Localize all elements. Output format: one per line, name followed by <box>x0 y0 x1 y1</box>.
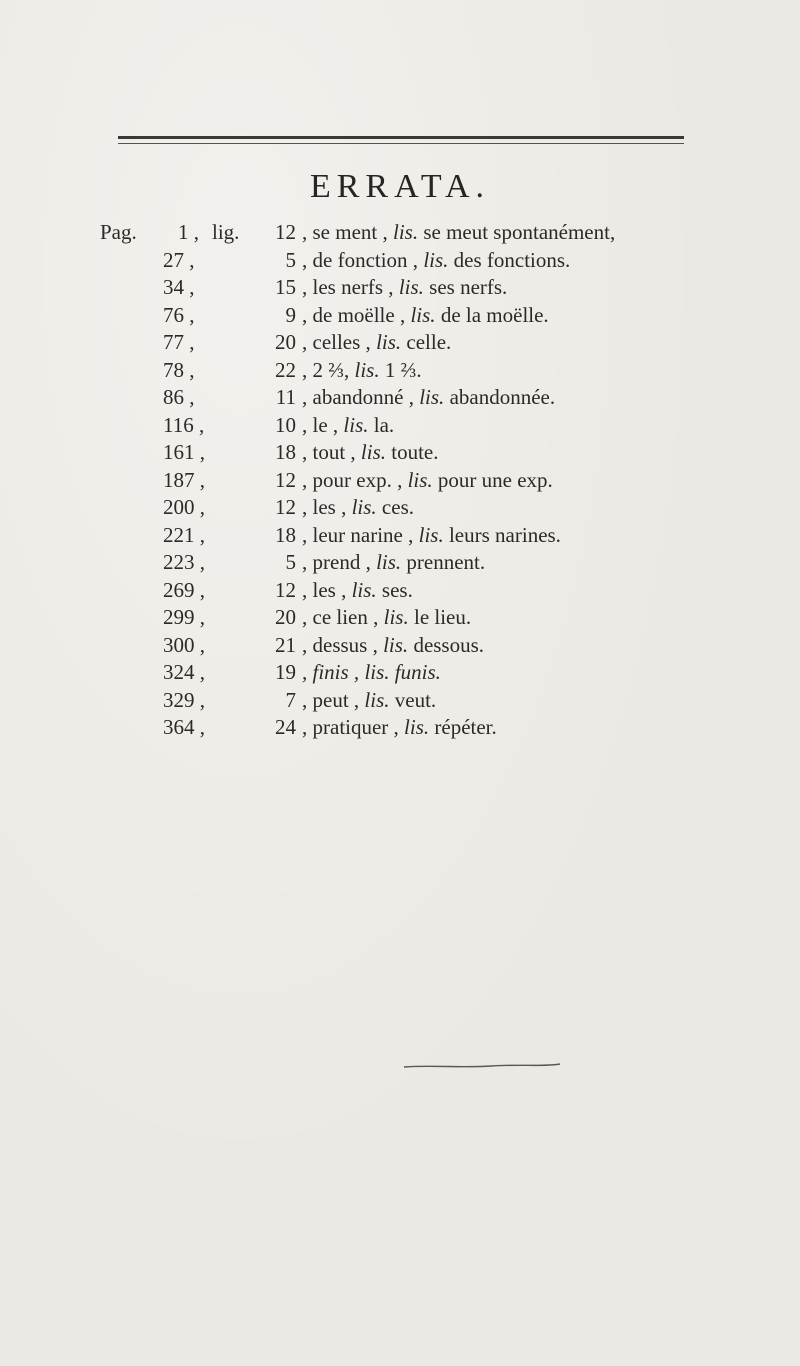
correction-text <box>302 440 439 465</box>
erroneous-text: , peut , <box>302 687 360 712</box>
line-number: 18 <box>275 522 296 547</box>
page-number: 200 , <box>163 495 205 519</box>
errata-row <box>0 688 800 718</box>
line-number: 5 <box>285 550 296 574</box>
errata-row <box>0 220 800 250</box>
page-number: 324 , <box>163 660 205 684</box>
errata-row <box>0 275 800 305</box>
errata-row <box>0 248 800 278</box>
erroneous-text: , finis , <box>302 660 360 684</box>
page-number: 76 , <box>163 302 195 327</box>
correction-text <box>302 633 484 658</box>
line-number: 20 <box>275 605 296 629</box>
lis-label: lis. <box>418 522 444 547</box>
top-rule <box>118 136 684 139</box>
erroneous-text: , celles , <box>302 330 371 354</box>
lis-label: lis. <box>351 495 377 519</box>
errata-row <box>0 385 800 415</box>
erroneous-text: , de fonction , <box>302 247 419 272</box>
page-number: 161 , <box>163 440 205 464</box>
erroneous-text: , le , <box>302 412 339 437</box>
line-number: 20 <box>275 330 296 354</box>
erroneous-text: , ce lien , <box>302 605 379 629</box>
lis-label: lis. <box>343 412 369 437</box>
correction-text <box>302 715 497 740</box>
page-number: 86 , <box>163 385 195 409</box>
line-number: 11 <box>275 385 296 409</box>
lis-label: lis. <box>364 687 390 712</box>
corrected-text: 1 ⅔. <box>384 357 422 382</box>
line-number: 12 <box>275 467 296 492</box>
page-number: 221 , <box>163 522 205 547</box>
errata-row <box>0 660 800 690</box>
page-number: 299 , <box>163 605 205 629</box>
correction-text <box>302 578 413 603</box>
corrected-text: toute. <box>391 440 439 464</box>
pag-label: Pag. <box>100 220 137 244</box>
line-number: 12 <box>275 577 296 602</box>
correction-text <box>302 275 507 300</box>
correction-text <box>302 413 394 438</box>
correction-text <box>302 523 561 548</box>
page-number: 187 , <box>163 467 205 492</box>
correction-text <box>302 495 414 520</box>
correction-text <box>302 468 553 493</box>
errata-row <box>0 605 800 635</box>
correction-text <box>302 248 570 273</box>
correction-text <box>302 385 555 410</box>
page-number: 77 , <box>163 330 195 354</box>
erroneous-text: , les , <box>302 577 347 602</box>
errata-row <box>0 413 800 443</box>
page-number: 269 , <box>163 577 205 602</box>
corrected-text: ses nerfs. <box>429 275 508 299</box>
correction-text <box>302 550 485 575</box>
lis-label: lis. <box>351 577 377 602</box>
corrected-text: pour une exp. <box>437 467 553 492</box>
page-number: 116 , <box>163 412 205 437</box>
erroneous-text: , abandonné , <box>302 385 414 409</box>
lis-label: lis. <box>423 247 449 272</box>
corrected-text: de la moëlle. <box>440 302 549 327</box>
lis-label: lis. <box>404 715 430 739</box>
correction-text <box>302 660 441 685</box>
lis-label: lis. <box>354 357 380 382</box>
lis-label: lis. <box>410 302 436 327</box>
page-number: 329 , <box>163 687 205 712</box>
lig-label: lig. <box>212 220 240 244</box>
top-rule-thin <box>118 143 684 144</box>
lis-label: lis. <box>383 632 409 657</box>
corrected-text: celle. <box>406 330 452 354</box>
ink-flourish <box>402 1062 562 1070</box>
corrected-text: leurs narines. <box>448 522 561 547</box>
erroneous-text: , les nerfs , <box>302 275 394 299</box>
line-number: 7 <box>285 687 296 712</box>
errata-row <box>0 440 800 470</box>
errata-row <box>0 550 800 580</box>
lis-label: lis. <box>419 385 445 409</box>
line-number: 18 <box>275 440 296 464</box>
line-number: 10 <box>275 412 296 437</box>
lis-label: lis. <box>398 275 424 299</box>
page-number: 300 , <box>163 632 205 657</box>
line-number: 21 <box>275 632 296 657</box>
correction-text <box>302 688 436 713</box>
erroneous-text: , dessus , <box>302 632 378 657</box>
erroneous-text: , pratiquer , <box>302 715 399 739</box>
page-number: 78 , <box>163 357 195 382</box>
line-number: 12 <box>275 220 296 244</box>
line-number: 12 <box>275 495 296 519</box>
corrected-text: se meut spontanément, <box>423 220 616 244</box>
correction-text <box>302 220 615 245</box>
errata-row <box>0 578 800 608</box>
lis-label: lis. <box>407 467 433 492</box>
errata-row <box>0 633 800 663</box>
corrected-text: abandonnée. <box>449 385 556 409</box>
corrected-text: dessous. <box>413 632 485 657</box>
corrected-text: ces. <box>381 495 414 519</box>
erroneous-text: , de moëlle , <box>302 302 406 327</box>
corrected-text: veut. <box>394 687 437 712</box>
page-number: 27 , <box>163 247 195 272</box>
lis-label: lis. <box>364 660 390 684</box>
erroneous-text: , pour exp. , <box>302 467 403 492</box>
lis-label: lis. <box>383 605 409 629</box>
erroneous-text: , prend , <box>302 550 371 574</box>
erroneous-text: , tout , <box>302 440 356 464</box>
errata-row <box>0 495 800 525</box>
errata-row <box>0 715 800 745</box>
correction-text <box>302 303 549 328</box>
line-number: 24 <box>275 715 296 739</box>
line-number: 5 <box>285 247 296 272</box>
page-number: 34 , <box>163 275 195 299</box>
page-number: 1 , <box>178 220 199 244</box>
errata-row <box>0 468 800 498</box>
corrected-text: prennent. <box>406 550 486 574</box>
lis-label: lis. <box>392 220 419 244</box>
erroneous-text: , se ment , <box>302 220 388 244</box>
errata-row <box>0 330 800 360</box>
erroneous-text: , 2 ⅔, <box>302 357 350 382</box>
corrected-text: ses. <box>381 577 413 602</box>
corrected-text: la. <box>373 412 395 437</box>
lis-label: lis. <box>376 550 402 574</box>
corrected-text: répéter. <box>434 715 497 739</box>
line-number: 22 <box>275 357 296 382</box>
line-number: 15 <box>275 275 296 299</box>
corrected-text: funis. <box>394 660 441 684</box>
line-number: 19 <box>275 660 296 684</box>
erroneous-text: , leur narine , <box>302 522 414 547</box>
page-number: 364 , <box>163 715 205 739</box>
corrected-text: des fonctions. <box>453 247 571 272</box>
line-number: 9 <box>285 302 296 327</box>
page-number: 223 , <box>163 550 205 574</box>
correction-text <box>302 358 422 383</box>
errata-row <box>0 303 800 333</box>
errata-row <box>0 523 800 553</box>
corrected-text: le lieu. <box>413 605 472 629</box>
correction-text <box>302 605 471 630</box>
errata-row <box>0 358 800 388</box>
erroneous-text: , les , <box>302 495 347 519</box>
lis-label: lis. <box>360 440 387 464</box>
lis-label: lis. <box>376 330 402 354</box>
page-title: ERRATA. <box>309 168 490 205</box>
correction-text <box>302 330 451 355</box>
